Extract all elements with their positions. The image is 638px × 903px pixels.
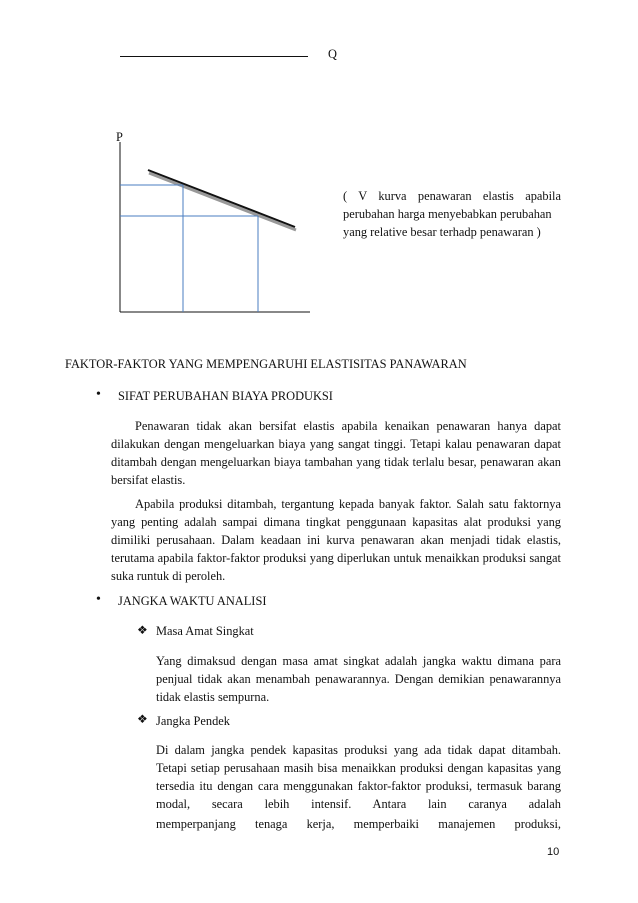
section1-paragraph-2: Apabila produksi ditambah, tergantung kepada banyak faktor. Salah satu faktornya yang penting adalah sampai dimana tingkat penggunaan kapasitas alat produksi yang dimiliki perusahaan. Dalam keadaan ini kurva penawaran akan menjadi tidak elastis, terutama apabila faktor-faktor produksi yang diperlukan untuk menaikkan produksi sangat suka runtuk di peroleh. [111, 497, 561, 583]
subsection2-text: Di dalam jangka pendek kapasitas produksi yang ada tidak dapat ditambah. Tetapi setiap perusahaan masih bisa menaikkan produksi dengan kapasitas yang tersedia itu dengan cara menggunakan faktor-faktor produksi, termasuk barang modal, secara lebih intensif. Antara lain caranya adalah [156, 743, 561, 811]
caption-line-1: ( V kurva penawaran elastis apabila [343, 189, 561, 203]
section2-title: JANGKA WAKTU ANALISI [118, 594, 267, 608]
section-heading: FAKTOR-FAKTOR YANG MEMPENGARUHI ELASTISITAS PANAWARAN [65, 357, 467, 371]
bullet-icon: • [96, 592, 101, 607]
p-axis-label: P [116, 130, 123, 144]
subsection1-text: Yang dimaksud dengan masa amat singkat adalah jangka waktu dimana para penjual tidak akan menambah penawarannya. Dengan demikian penawarannya tidak elastis sempurna. [156, 654, 561, 704]
caption-line-2: perubahan harga menyebabkan perubahan [343, 207, 552, 221]
diamond-bullet-icon: ❖ [137, 623, 148, 637]
section1-paragraph-1: Penawaran tidak akan bersifat elastis apabila kenaikan penawaran hanya dapat dilakukan dengan mengeluarkan biaya yang sangat tinggi. Tetapi kalau penawaran dapat ditambah dengan mengeluarkan biaya tambahan yang tidak terlalu besar, penawaran akan bersifat elastis. [111, 419, 561, 487]
graph-caption [343, 187, 561, 241]
page-number: 10 [547, 846, 560, 858]
supply-curve-shadow [149, 173, 296, 230]
subsection2-title: Jangka Pendek [156, 714, 230, 728]
q-axis-label: Q [328, 47, 337, 61]
subsection1-title: Masa Amat Singkat [156, 624, 254, 638]
section1-title: SIFAT PERUBAHAN BIAYA PRODUKSI [118, 389, 333, 403]
subsection2-last-line: memperpanjang tenaga kerja, memperbaiki manajemen produksi, [156, 817, 561, 831]
top-graph-axis-line [120, 56, 308, 57]
supply-curve [148, 170, 295, 227]
diamond-bullet-icon: ❖ [137, 712, 148, 726]
caption-line-3: yang relative besar terhadp penawaran ) [343, 225, 541, 239]
bullet-icon: • [96, 387, 101, 402]
supply-curve-graph [110, 140, 320, 320]
